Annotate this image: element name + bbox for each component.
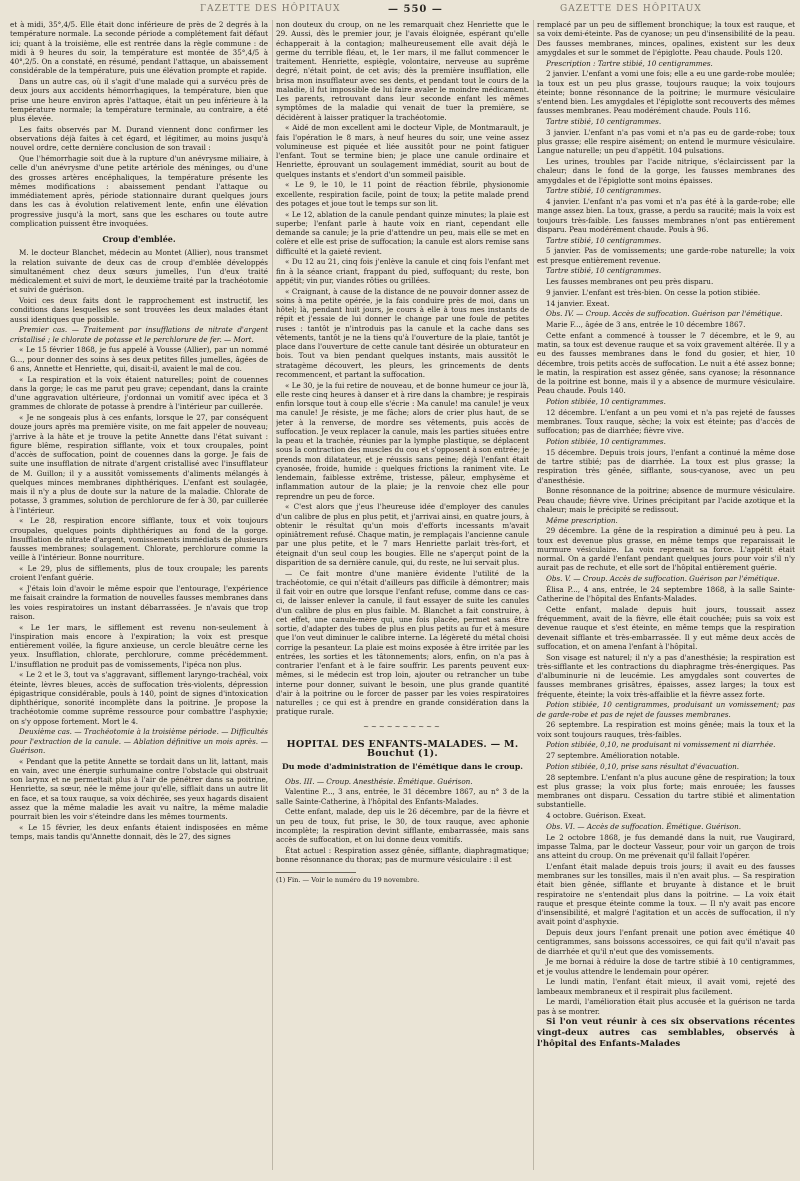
header-right-title: GAZETTE DES HÔPITAUX — [560, 4, 702, 14]
header-left-title: ГAZETTE DES HÔPITAUX — [200, 4, 341, 14]
paragraph: 2 janvier. L'enfant a vomi une fois; elle a eu une garde-robe moulée; la toux est un peu plus grasse, toujours rauque; la voix toujours éteinte; bonne résonnance de la poitrine; le murmure vésiculaire s'entend bien. Les amygdales et l'épiglotte sont recouverts des mêmes fausses membranes. Peau modérément chaude. Pouls 116. — [537, 69, 795, 116]
paragraph: 27 septembre. Amélioration notable. — [546, 751, 680, 760]
observation-heading: Obs. III. — Croup. Anesthésie. Émétique. Guérison. — [285, 776, 473, 786]
paragraph: Les urines, troubles par l'acide nitrique, s'éclaircissent par la chaleur; dans le fond de la gorge, les fausses membranes des amygdales et de l'épiglotte sont moins épaisses. — [537, 157, 795, 185]
paragraph: Les faits observés par M. Durand viennent donc confirmer les observations déjà faites à cet égard, et légitimer, au moins jusqu'à nouvel ordre, cette dernière conclusion de son travail : — [10, 124, 268, 153]
observation-heading: Obs. VI. — Accès de suffocation. Émétique. Guérison. — [546, 821, 742, 831]
paragraph: Dans un autre cas, où il s'agit d'une malade qui a survécu près de deux jours aux accidents hémorrhagiques, la température, bien que prise une heure environ après l'attaque, était un peu inférieure à la température normale; la température terminale, au contraire, a été plus élevée. — [10, 77, 268, 123]
prescription: Tartre stibié, 10 centigrammes. — [546, 117, 662, 126]
paragraph: « Craignant, à cause de la distance de ne pouvoir donner assez de soins à ma petite opérée, je la fais conduire près de moi, dans un hôtel; là, pendant huit jours, je cours à elle à tous mes instants de répit et j'essaie de lui donner le change par une foule de petites ruses : tantôt je n'introduis pas la canule et la cache dans ses vêtements, tantôt je ne la tiens qu'à l'ouverture de la plaie, tantôt je place dans l'ouverture de cette canule tant désirée un obturateur en bois. Tout va bien pendant quelques instants, mais aussitôt le stratagème découvert, les pleurs, les grincements de dents recommencent, et partant la suffocation. — [276, 286, 529, 379]
paragraph: Les fausses membranes ont peu près disparu. — [546, 277, 714, 286]
prescription: Tartre stibié, 10 centigrammes. — [546, 186, 662, 196]
paragraph: « C'est alors que j'eus l'heureuse idée d'employer des canules d'un calibre de plus en plus petit, et j'arrivai ainsi, en quatre jours, à obtenir le résultat qu'un mois d'efforts incessants m'avait opiniâtrement refusé. Chaque matin, je remplaçais l'ancienne canule par une plus petite, et le 7 mars Henriette parlait très-fort, et éteignait d'un seul coup les bougies. Elle ne s'aperçut point de la disparition de sa dernière canule, qui, du reste, ne lui servait plus. — [276, 502, 529, 567]
paragraph: remplacé par un peu de sifflement bronchique; la toux est rauque, et sa voix demi-éteinte. Pas de cyanose; un peu d'insensibilité de la peau. Des fausses membranes, minces, opalines, existent sur les deux amygdales et sur le sommet de l'épiglotte. Peau chaude. Pouls 120. — [537, 20, 795, 57]
paragraph: « Le 12, ablation de la canule pendant quinze minutes; la plaie est superbe; l'enfant parle à haute voix en riant, cependant elle demande sa canule; je la prie d'attendre un peu, mais elle se met en colère et elle est prise de suffocation; la canule est alors remise sans difficulté et la gaieté revient. — [276, 209, 529, 256]
paragraph: Le 2 octobre 1868, je fus demandé dans la nuit, rue Vaugirard, impasse Talma, par le docteur Vasseur, pour voir un garçon de trois ans atteint du croup. On me prévenait qu'il fallait l'opérer. — [537, 832, 795, 860]
prescription: Potion stibiée, 10 centigrammes, produisant un vomissement; pas de garde-robe et pas de rejet de fausses membranes. — [537, 700, 795, 719]
paragraph: Cette enfant, malade depuis huit jours, toussait assez fréquemment, avait de la fièvre, elle était couchée; puis sa voix est devenue rauque et s'est éteinte, en même temps que la respiration devenait sifflante et très-embarrassée. Il y eut même deux accès de suffocation, et on amena l'enfant à l'hôpital. — [537, 604, 795, 651]
column-1 — [10, 20, 268, 1170]
paragraph: Bonne résonnance de la poitrine; absence de murmure vésiculaire. Peau chaude; fièvre vive. Urines précipitant par l'acide azotique et la chaleur; mais le précipité se redissout. — [537, 486, 795, 514]
paragraph: Cette enfant, malade, dep uis le 26 décembre, par de la fièvre et un peu de toux, fut prise, le 30, de toux rauque, avec aphonie incomplète; la respiration devint sifflante, embarrassée, mais sans accès de suffocation, et on lui donne deux vomitifs. — [276, 807, 529, 844]
paragraph: Que l'hémorrhagie soit due à la rupture d'un anévrysme miliaire, à celle d'un anévrysme d'une petite artériole des méninges, ou d'une des grosses artères encéphaliques, la température présente les mêmes modifications : abaissement pendant l'attaque ou immédiatement après, période stationnaire durant quelques jours dans les cas à évolution relativement lente, enfin une élévation progressive jusqu'à la mort, sans que les eschares ou toute autre complication puissent être invoquées. — [10, 154, 268, 228]
paragraph: « Le 30, je la fui retire de nouveau, et de bonne humeur ce jour là, elle reste cinq heures à danser et à rire dans la chambre; je respirais enfin lorsque tout à coup elle s'écrie : Ma canule! ma canule! je veux ma canule! Je résiste, je me fâche; alors de crier plus haut, de se jeter à la renverse, de mordre ses vêtements, puis accès de suffocation. Je veux replacer la canule, mais les parties situées entre la peau et la trachée, réunies par la lymphe plastique, se déplacent sous la contraction des muscles du cou et s'opposent à son entrée; je prends mon dilatateur, et je réussis sans peine; déjà l'enfant était cyanosée, froide, humide : quelques frictions la raniment vite. Le lendemain, faiblesse extrême, tristesse, pâleur, emphysème et inflammation autour de la plaie; je la renvoie chez elle pour reprendre un peu de force. — [276, 380, 529, 501]
paragraph: 15 décembre. Depuis trois jours, l'enfant a continué la même dose de tartre stibié; pas de diarrhée. La toux est plus grasse; la respiration très gênée, sifflante, sous-cyanose, avec un peu d'anesthésie. — [537, 447, 795, 485]
column-3 — [537, 20, 795, 1170]
column-2 — [276, 20, 529, 1170]
paragraph: Son visage est naturel; il n'y a pas d'anesthésie; la respiration est très-sifflante et les contractions du diaphragme très-énergiques. Pas d'albuminurie ni de leucémie. Les amygdales sont couvertes de fausses membranes grisâtres, épaisses, assez larges; la toux est fréquente, éteinte; la voix très-affaiblie et la fièvre assez forte. — [537, 652, 795, 699]
prescription: Potion stibiée, 10 centigrammes. — [546, 397, 666, 406]
paragraph: — Ce fait montre d'une manière évidente l'utilité de la trachéotomie, ce qui n'était d'ailleurs pas difficile à démontrer; mais il fait voir en outre que lorsque l'enfant refuse, comme dans ce cas-ci, de laisser enlever la canule, il faut essayer de suite les canules d'un calibre de plus en plus faible. M. Blanchet a fait construire, à cet effet, une canule-mère qui, une fois placée, permet sans être sortie, d'adapter des tubes de plus en plus petits au fur et à mesure que l'on veut diminuer le calibre interne. La légèreté du métal choisi corrige la pesanteur. La plaie est moins exposée à être irritée par les entrées, les sorties et les tâtonnements; alors, enfin, on n'a pas à contrarier l'enfant et à le faire souffrir. Les parents peuvent eux-mêmes, si le médecin est trop loin, ajouter ou retrancher un tube interne pour donner, suivant le besoin, une plus grande quantité d'air à la poitrine ou le forcer de passer par les voies respiratoires naturelles ; ce qui est à prendre en grande considération dans la pratique rurale. — [276, 568, 529, 717]
paragraph: « Le 1er mars, le sifflement est revenu non-seulement à l'inspiration mais encore à l'expiration; la voix est presque entièrement voilée, la figure anxieuse, un cercle bleuâtre cerne les yeux. Insufflation, chlorate, perchlorure, comme précédemment. L'insufflation ne produit pas de vomissements, l'ipéca non plus. — [10, 622, 268, 669]
case-heading: Premier cas. — Traitement par insufflations de nitrate d'argent cristallisé ; le chlorate de potasse et le perchlorure de fer. — Mort. — [10, 325, 268, 344]
paragraph: Depuis deux jours l'enfant prenait une potion avec émétique 40 centigrammes, sans boissons accessoires, ce qui fait qu'il n'avait pas de diarrhée et qu'il n'eut que des vomissements. — [537, 928, 795, 956]
paragraph: 29 décembre. La gêne de la respiration a diminué peu à peu. La toux est devenue plus grasse, en même temps que reparaissait le murmure vésiculaire. La voix reprenait sa force. L'appétit était normal. On a gardé l'enfant pendant quelques jours pour voir s'il n'y aurait pas de rechute, et elle sort de l'hôpital entièrement guérie. — [537, 526, 795, 573]
paragraph: 14 janvier. Exeat. — [546, 298, 610, 308]
paragraph: Marie F..., âgée de 3 ans, entrée le 10 décembre 1867. — [546, 320, 746, 329]
paragraph: et à midi, 35°,4/5. Elle était donc inférieure de près de 2 degrés à la température normale. La seconde période a complétement fait défaut ici; quant à la troisième, elle est rentrée dans la règle commune : de midi à 9 heures du soir, la température est montée de 35°,4/5 à 40°,2/5. On a constaté, en résumé, pendant l'attaque, un abaissement considérable de la température, puis une élévation prompte et rapide. — [10, 20, 268, 76]
footnote-rule — [276, 872, 356, 873]
observation-heading: Obs. IV. — Croup. Accès de suffocation. Guérison par l'émétique. — [546, 309, 783, 319]
prescription: Même prescription. — [546, 515, 618, 525]
column-divider — [533, 20, 534, 1170]
prescription: Tartre stibié, 10 centigrammes. — [546, 266, 662, 276]
prescription: Prescription : Tartre stibié, 10 centigrammes. — [546, 58, 713, 68]
paragraph: 12 décembre. L'enfant a un peu vomi et n'a pas rejeté de fausses membranes. Toux rauque, sèche; la voix est éteinte; pas d'accès de suffocation; pas de diarrhée; fièvre vive. — [537, 407, 795, 436]
paragraph: « Le 2 et le 3, tout va s'aggravant, sifflement laryngo-trachéal, voix éteinte, lèvres bleues, accès de suffocation très-violents, dépression épigastrique considérable, pouls à 140, point de signes d'intoxication diphthérique, sonorité incomplète dans la poitrine. Je propose la trachéotomie comme suprême ressource pour combattre l'asphyxie; on s'y oppose fortement. Mort le 4. — [10, 670, 268, 726]
prescription: Potion stibiée, 0,10, prise sans résultat d'évacuation. — [546, 761, 740, 771]
paragraph: 4 octobre. Guérison. Exeat. — [546, 811, 646, 820]
paragraph: 9 janvier. L'enfant est très-bien. On cesse la potion stibiée. — [546, 287, 761, 297]
paragraph: « Le 28, respiration encore sifflante, toux et voix toujours croupales, quelques points diphthériques au fond de la gorge. Insufflation de nitrate d'argent, vomissements immédiats de plusieurs fausses membranes; soulagement. Chlorate, perchlorure comme la veille à l'intérieur. Bonne nourriture. — [10, 516, 268, 563]
observation-heading: Obs. V. — Croup. Accès de suffocation. Guérison par l'émétique. — [546, 574, 780, 583]
section-title: Croup d'emblée. — [102, 234, 176, 244]
paragraph: L'enfant était malade depuis trois jours; il avait eu des fausses membranes sur les tonsilles, mais il n'en avait plus. — Sa respiration était bien gênée, sifflante et bruyante à distance et le bruit respiratoire ne s'entendait plus dans la poitrine. — La voix était rauque et presque éteinte comme la toux. — Il n'y avait pas encore d'insensibilité, et malgré l'agitation et un accès de suffocation, il n'y avait point d'asphyxie. — [537, 861, 795, 927]
article-title: HOPITAL DES ENFANTS-MALADES. — M. Bouchut (1). — [286, 738, 519, 759]
paragraph: « Je ne songeais plus à ces enfants, lorsque le 27, par conséquent douze jours après ma première visite, on me fait appeler de nouveau; j'arrive à la hâte et je trouve la petite Annette dans l'état suivant : figure blême, respiration sifflante, voix et toux croupales, point d'accès de suffocation, point de couennes dans la gorge. Je fais de suite une insufflation de nitrate d'argent cristallisé avec l'insufflateur de M. Guillon; il y a aussitôt vomissements d'aliments mélangés à quelques minces membranes diphthériques. L'enfant est soulagée, mais il n'y a plus de doute sur la nature de la maladie. Chlorate de potasse, 3 grammes, solution de perchlorure de fer à 30, par cuillerée à l'intérieur. — [10, 413, 268, 515]
paragraph: « Le 29, plus de sifflements, plus de toux croupale; les parents croient l'enfant guérie. — [10, 564, 268, 583]
concluding-paragraph: Si l'on veut réunir à ces six observations récentes vingt-deux autres cas semblables, observés à l'hôpital des Enfants-Malades — [537, 1017, 795, 1050]
paragraph: 3 janvier. L'enfant n'a pas vomi et n'a pas eu de garde-robe; toux plus grasse; elle respire aisément; on entend le murmure vésiculaire. Langue naturelle; un peu d'appétit. 104 pulsations. — [537, 127, 795, 156]
paragraph: « Du 12 au 21, cinq fois j'enlève la canule et cinq fois l'enfant met fin à la séance criant, frappant du pied, suffoquant; du reste, bon appétit; vin pur, viandes rôties ou grillées. — [276, 257, 529, 285]
paragraph: Le lundi matin, l'enfant était mieux, il avait vomi, rejeté des lambeaux membraneux et il respirait plus facilement. — [537, 977, 795, 996]
paragraph: 28 septembre. L'enfant n'a plus aucune gêne de respiration; la toux est plus grasse; la voix plus forte; mais enrouée; les fausses membranes ont disparu. Cessation du tartre stibié et alimentation substantielle. — [537, 772, 795, 810]
paragraph: 5 janvier. Pas de vomissements; une garde-robe naturelle; la voix est presque entièrement revenue. — [537, 246, 795, 265]
paragraph: État actuel : Respiration assez gênée, sifflante, diaphragmatique; bonne résonnance du thorax; pas de murmure vésiculaire : il est — [276, 845, 529, 864]
paragraph: « Le 15 février 1868, je fus appelé à Vousse (Allier), par un nommé G..., pour donner des soins à ses deux petites filles jumelles, âgées de 6 ans, Annette et Henriette, qui, disait-il, avaient le mal de cou. — [10, 345, 268, 373]
paragraph: « La respiration et la voix étaient naturelles; point de couennes dans la gorge; le cas me parut peu grave; cependant, dans la crainte d'une aggravation ultérieure, j'ordonnai un vomitif avec ipéca et 3 grammes de chlorate de potasse à prendre à l'intérieur par cuillerée. — [10, 374, 268, 412]
paragraph: Valentine P..., 3 ans, entrée, le 31 décembre 1867, au n° 3 de la salle Sainte-Catherine, à l'hôpital des Enfants-Malades. — [276, 787, 529, 806]
paragraph: « Aidé de mon excellent ami le docteur Viple, de Montmarault, je fais l'opération le 8 mars, à neuf heures du soir, une veine assez volumineuse est piquée et liée aussitôt pour ne point fatiguer l'enfant. Tout se termine bien; je place une canule ordinaire et Henriette, éprouvant un soulagement immédiat, sourit au bout de quelques instants et s'endort d'un sommeil paisible. — [276, 123, 529, 179]
case-heading: Deuxième cas. — Trachéotomie à la troisième période. — Difficultés pour l'extraction de la canule. — Ablation définitive un mois après. — Guérison. — [10, 727, 268, 755]
paragraph: « Le 9, le 10, le 11 point de réaction fébrile, physionomie excellente, respiration facile, point de toux; la petite malade prend des potages et joue tout le temps sur son lit. — [276, 180, 529, 208]
page-number: — 550 — — [388, 4, 443, 15]
prescription: Potion stibiée, 10 centigrammes. — [546, 437, 666, 446]
paragraph: « Le 15 février, les deux enfants étaient indisposées en même temps, mais tandis qu'Annette donnait, dès le 27, des signes — [10, 822, 268, 841]
ornament-divider: ~~~~~~~~~~ — [363, 722, 442, 731]
page-header — [0, 4, 800, 18]
prescription: Potion stibiée, 0,10, ne produisant ni vomissement ni diarrhée. — [546, 740, 776, 750]
paragraph: Voici ces deux faits dont le rapprochement est instructif, les conditions dans lesquelles se sont trouvées les deux malades étant aussi identiques que possible. — [10, 296, 268, 324]
footnote: (1) Fin. — Voir le numéro du 19 novembre. — [276, 876, 420, 885]
paragraph: « J'étais loin d'avoir le même espoir que l'entourage, l'expérience me faisait craindre la formation de nouvelles fausses membranes dans les voies respiratoires un instant débarrassées. Je n'avais que trop raison. — [10, 584, 268, 621]
paragraph: M. le docteur Blanchet, médecin au Montet (Allier), nous transmet la relation suivante de deux cas de croup d'emblée développés simultanément chez deux sœurs jumelles, l'un d'eux traité médicalement et suivi de mort, le deuxième traité par la trachéotomie et suivi de guérison. — [10, 248, 268, 295]
paragraph: Le mardi, l'amélioration était plus accusée et la guérison ne tarda pas à se montrer. — [537, 997, 795, 1016]
prescription: Tartre stibié, 10 centigrammes. — [546, 235, 662, 245]
paragraph: 26 septembre. La respiration est moins gênée; mais la toux et la voix sont toujours rauques, très-faibles. — [537, 720, 795, 739]
paragraph: Cette enfant a commencé à tousser le 7 décembre, et le 9, au matin, sa toux est devenue rauque et sa voix gravement altérée. Il y a eu des fausses membranes dans le fond du gosier, et hier, 10 décembre, trois petits accès de suffocation. Le nuit a été assez bonne; le matin, la respiration est assez gênée, sans cyanose; la résonnance de la poitrine est bonne, mais il y a absence de murmure vésiculaire. Peau chaude. Pouls 140. — [537, 330, 795, 396]
paragraph: Je me bornai à réduire la dose de tartre stibié à 10 centigrammes, et je voulus attendre le lendemain pour opérer. — [537, 957, 795, 976]
paragraph: non douteux du croup, on ne les remarquait chez Henriette que le 29. Aussi, dès le premier jour, je l'avais éloignée, espérant qu'elle échapperait à la contagion; malheureusement elle avait déjà le germe du terrible fléau, et, le 1er mars, il me fallut commencer le traitement. Henriette, espiègle, volontaire, nerveuse au suprême degré, n'était point, de cet avis; dès la première insufflation, elle brisa mon insufflateur avec ses dents, et pendant tout le cours de la maladie, il fut impossible de lui faire avaler le moindre médicament. Les parents, retrouvant dans leur seconde enfant les mêmes symptômes de la maladie qui venait de tuer la première, se décidèrent à laisser pratiquer la trachéotomie. — [276, 20, 529, 122]
column-divider — [272, 20, 273, 1170]
paragraph: « Pendant que la petite Annette se tordait dans un lit, lattant, mais en vain, avec une énergie surhumaine contre l'obstacle qui obstruait son larynx et ne permettait plus à l'air de pénétrer dans sa poitrine, Henriette, sa sœur, née le même jour qu'elle, sifflait dans un autre lit en face, et sa toux rauque, sa voix déchirée, ses yeux hagards disaient assez que la même maladie les avait vu naître, la même maladie pourrait bien les voir s'éteindre dans les mêmes tourments. — [10, 756, 268, 821]
article-subtitle: Du mode d'administration de l'émétique dans le croup. — [281, 762, 523, 772]
paragraph: Élisa P..., 4 ans, entrée, le 24 septembre 1868, à la salle Sainte-Catherine de l'hôpital des Enfants-Malades. — [537, 584, 795, 603]
paragraph: 4 janvier. L'enfant n'a pas vomi et n'a pas été à la garde-robe; elle mange assez bien. La toux, grasse, a perdu sa raucité; mais la voix est toujours très-faible. Les fausses membranes n'ont pas entièrement disparu. Peau modérément chaude. Pouls à 96. — [537, 197, 795, 234]
